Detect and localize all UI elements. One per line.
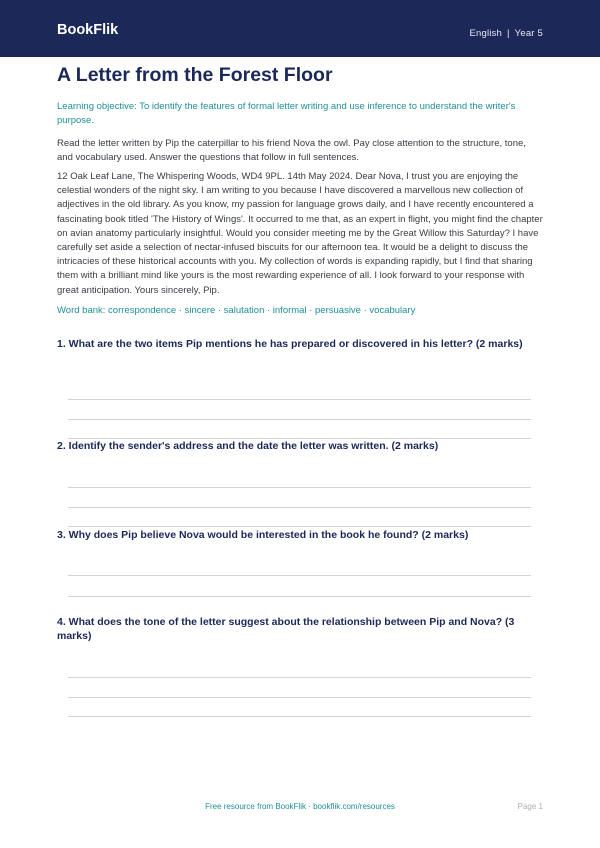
instructions: Read the letter written by Pip the caterpillar to his friend Nova the owl. Pay close attention to the structure, tone, and vocabulary used. Answer the questions that follow in full sentences. [57, 138, 526, 163]
letter-text: 12 Oak Leaf Lane, The Whispering Woods, WD4 9PL. 14th May 2024. Dear Nova, I trust you are enjoying the celestial wonders of the night sky. I am writing to you because I have discovered a marvellous new collection of adjectives in the old library. As you know, my passion for language grows daily, and I have recently encountered a fascinating book titled 'The History of Wings'. It occurred to me that, as an expert in flight, you might find the chapter on avian anatomy particularly insightful. Would you consider meeting me by the Great Willow this Saturday? I have carefully set aside a selection of nectar-infused biscuits for our afternoon tea. It would be a delight to discuss the intricacies of these historical accounts with you. My collection of words is expanding rapidly, but I find that sharing them with a brilliant mind like yours is the most rewarding experience of all. I look forward to your response with great anticipation. Yours sincerely, Pip. [57, 171, 543, 296]
word-bank: Word bank: correspondence · sincere · salutation · informal · persuasive · vocabulary [57, 305, 416, 316]
answer-line[interactable] [68, 697, 531, 698]
answer-line[interactable] [68, 507, 531, 508]
answer-line[interactable] [68, 487, 531, 488]
page-number: Page 1 [517, 802, 543, 811]
page-title: A Letter from the Forest Floor [57, 64, 333, 86]
question-4: 4. What does the tone of the letter suggest about the relationship between Pip and Nova? (3 marks) [57, 616, 515, 642]
meta-separator: | [507, 28, 510, 39]
header-meta [469, 28, 543, 39]
answer-line[interactable] [68, 677, 531, 678]
answer-line[interactable] [68, 419, 531, 420]
answer-line[interactable] [68, 575, 531, 576]
answer-line[interactable] [68, 399, 531, 400]
answer-line[interactable] [68, 526, 531, 527]
answer-line[interactable] [68, 716, 531, 717]
year-label: Year 5 [514, 28, 543, 39]
subject-label: English [469, 28, 502, 39]
header-bar [0, 0, 600, 57]
question-1: 1. What are the two items Pip mentions he has prepared or discovered in his letter? (2 marks) [57, 338, 523, 350]
footer-resource-link[interactable]: Free resource from BookFlik · bookflik.com/resources [205, 802, 395, 811]
learning-objective: Learning objective: To identify the features of formal letter writing and use inference to understand the writer's purpose. [57, 101, 516, 126]
brand-logo[interactable]: BookFlik [57, 22, 119, 38]
answer-line[interactable] [68, 596, 531, 597]
question-2: 2. Identify the sender's address and the date the letter was written. (2 marks) [57, 440, 439, 452]
question-3: 3. Why does Pip believe Nova would be interested in the book he found? (2 marks) [57, 529, 469, 541]
